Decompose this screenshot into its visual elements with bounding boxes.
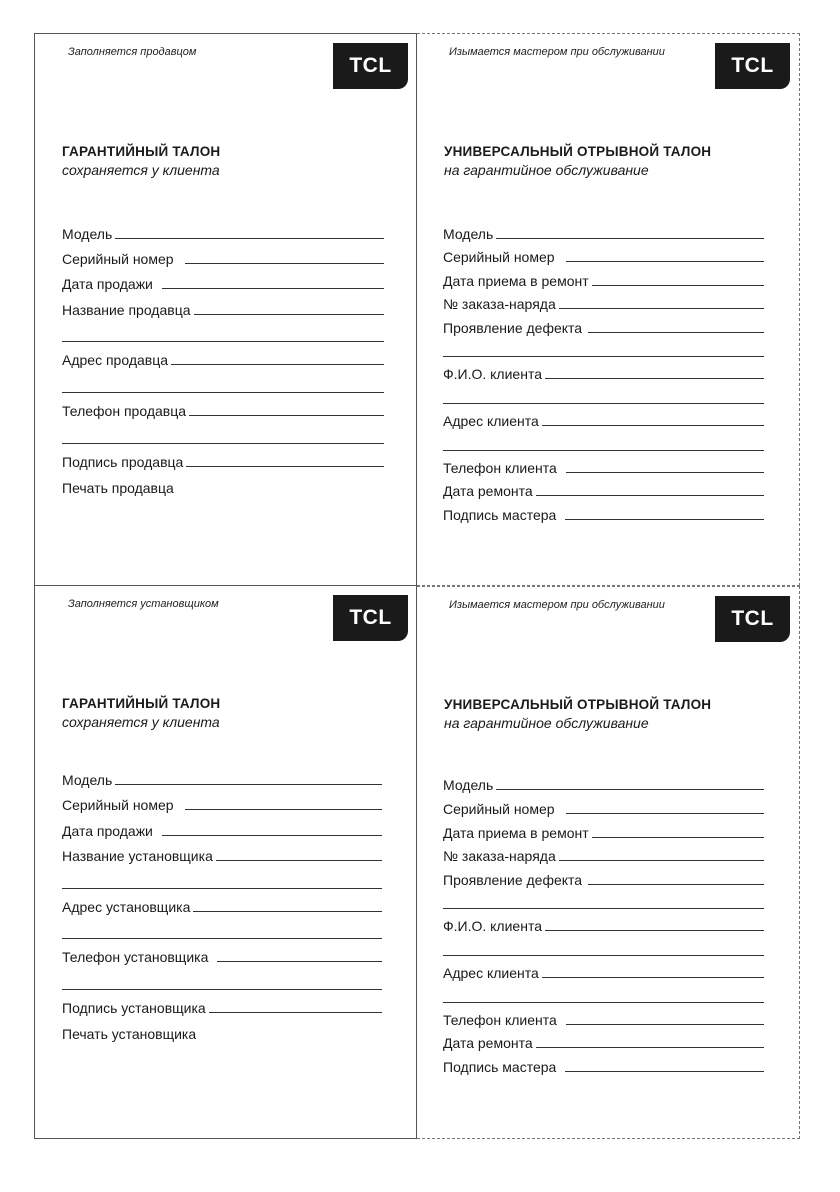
field-label: Модель	[62, 772, 113, 788]
blank-line[interactable]	[62, 938, 382, 939]
serial-number-field[interactable]	[443, 249, 764, 265]
client-name-field[interactable]	[443, 366, 764, 382]
field-label: Телефон клиента	[443, 460, 557, 476]
field-label: Адрес установщика	[62, 899, 191, 915]
client-name-field[interactable]	[443, 918, 764, 934]
field-label: Серийный номер	[62, 251, 174, 267]
repair-date-field[interactable]	[443, 1035, 764, 1051]
installer-signature-field[interactable]	[62, 1000, 382, 1016]
field-label: Адрес клиента	[443, 413, 539, 429]
field-label: Телефон установщика	[62, 949, 209, 965]
tcl-logo: TCL	[333, 595, 408, 641]
client-address-field[interactable]	[443, 413, 764, 429]
installer-address-field[interactable]	[62, 899, 382, 915]
blank-line[interactable]	[443, 450, 764, 451]
blank-line[interactable]	[443, 356, 764, 357]
client-phone-field[interactable]	[443, 1012, 764, 1028]
card-note: Изымается мастером при обслуживании	[449, 46, 665, 58]
field-label: № заказа-наряда	[443, 848, 556, 864]
field-label: Серийный номер	[443, 249, 555, 265]
field-label: Проявление дефекта	[443, 872, 583, 888]
model-field[interactable]	[443, 777, 764, 793]
field-label: Ф.И.О. клиента	[443, 918, 542, 934]
work-order-field[interactable]	[443, 848, 764, 864]
field-label: Дата ремонта	[443, 1035, 533, 1051]
field-label: Проявление дефекта	[443, 320, 583, 336]
serial-number-field[interactable]	[443, 801, 764, 817]
blank-line[interactable]	[443, 1002, 764, 1003]
installer-name-field[interactable]	[62, 848, 382, 864]
blank-line[interactable]	[443, 403, 764, 404]
field-label: Название продавца	[62, 302, 191, 318]
model-field[interactable]	[62, 772, 382, 788]
tcl-logo: TCL	[333, 43, 408, 89]
field-label: Телефон клиента	[443, 1012, 557, 1028]
card-note: Заполняется продавцом	[68, 46, 197, 58]
defect-field[interactable]	[443, 320, 764, 336]
field-label: Подпись продавца	[62, 454, 184, 470]
field-label: Подпись установщика	[62, 1000, 206, 1016]
field-label: Дата приема в ремонт	[443, 825, 589, 841]
service-coupon-2	[417, 586, 800, 1139]
field-label: Телефон продавца	[62, 403, 187, 419]
field-label: Модель	[443, 777, 494, 793]
field-label: Модель	[62, 226, 113, 242]
seller-stamp-label: Печать продавца	[62, 480, 174, 496]
warranty-card-seller	[34, 33, 417, 586]
installer-stamp-label: Печать установщика	[62, 1026, 197, 1042]
blank-line[interactable]	[62, 989, 382, 990]
field-label: Дата продажи	[62, 276, 153, 292]
seller-phone-field[interactable]	[62, 403, 384, 419]
sale-date-field[interactable]	[62, 276, 384, 292]
field-label: Дата приема в ремонт	[443, 273, 589, 289]
field-label: Ф.И.О. клиента	[443, 366, 542, 382]
field-label: Название установщика	[62, 848, 213, 864]
field-label: Подпись мастера	[443, 507, 557, 523]
master-signature-field[interactable]	[443, 507, 764, 523]
seller-name-field[interactable]	[62, 302, 384, 318]
field-label: Дата продажи	[62, 823, 153, 839]
blank-line[interactable]	[62, 443, 384, 444]
repair-intake-date-field[interactable]	[443, 825, 764, 841]
card-subtitle: на гарантийное обслуживание	[444, 715, 649, 731]
blank-line[interactable]	[62, 341, 384, 342]
field-label: № заказа-наряда	[443, 296, 556, 312]
card-note: Заполняется установщиком	[68, 598, 219, 610]
field-label: Дата ремонта	[443, 483, 533, 499]
card-subtitle: на гарантийное обслуживание	[444, 162, 649, 178]
repair-intake-date-field[interactable]	[443, 273, 764, 289]
card-subtitle: сохраняется у клиента	[62, 714, 220, 730]
field-label: Адрес продавца	[62, 352, 169, 368]
card-title: ГАРАНТИЙНЫЙ ТАЛОН	[62, 696, 221, 711]
service-coupon-1	[417, 33, 800, 586]
card-title: УНИВЕРСАЛЬНЫЙ ОТРЫВНОЙ ТАЛОН	[444, 697, 712, 712]
field-label: Адрес клиента	[443, 965, 539, 981]
installer-phone-field[interactable]	[62, 949, 382, 965]
model-field[interactable]	[62, 226, 384, 242]
blank-line[interactable]	[62, 392, 384, 393]
blank-line[interactable]	[443, 955, 764, 956]
serial-number-field[interactable]	[62, 797, 382, 813]
field-label: Модель	[443, 226, 494, 242]
work-order-field[interactable]	[443, 296, 764, 312]
serial-number-field[interactable]	[62, 251, 384, 267]
sale-date-field[interactable]	[62, 823, 382, 839]
client-phone-field[interactable]	[443, 460, 764, 476]
repair-date-field[interactable]	[443, 483, 764, 499]
card-note: Изымается мастером при обслуживании	[449, 599, 665, 611]
defect-field[interactable]	[443, 872, 764, 888]
card-title: ГАРАНТИЙНЫЙ ТАЛОН	[62, 144, 221, 159]
seller-signature-field[interactable]	[62, 454, 384, 470]
tcl-logo: TCL	[715, 43, 790, 89]
master-signature-field[interactable]	[443, 1059, 764, 1075]
blank-line[interactable]	[443, 908, 764, 909]
tcl-logo: TCL	[715, 596, 790, 642]
card-title: УНИВЕРСАЛЬНЫЙ ОТРЫВНОЙ ТАЛОН	[444, 144, 712, 159]
warranty-card-installer	[34, 586, 417, 1139]
seller-address-field[interactable]	[62, 352, 384, 368]
field-label: Серийный номер	[62, 797, 174, 813]
card-subtitle: сохраняется у клиента	[62, 162, 220, 178]
field-label: Подпись мастера	[443, 1059, 557, 1075]
model-field[interactable]	[443, 226, 764, 242]
client-address-field[interactable]	[443, 965, 764, 981]
field-label: Серийный номер	[443, 801, 555, 817]
blank-line[interactable]	[62, 888, 382, 889]
